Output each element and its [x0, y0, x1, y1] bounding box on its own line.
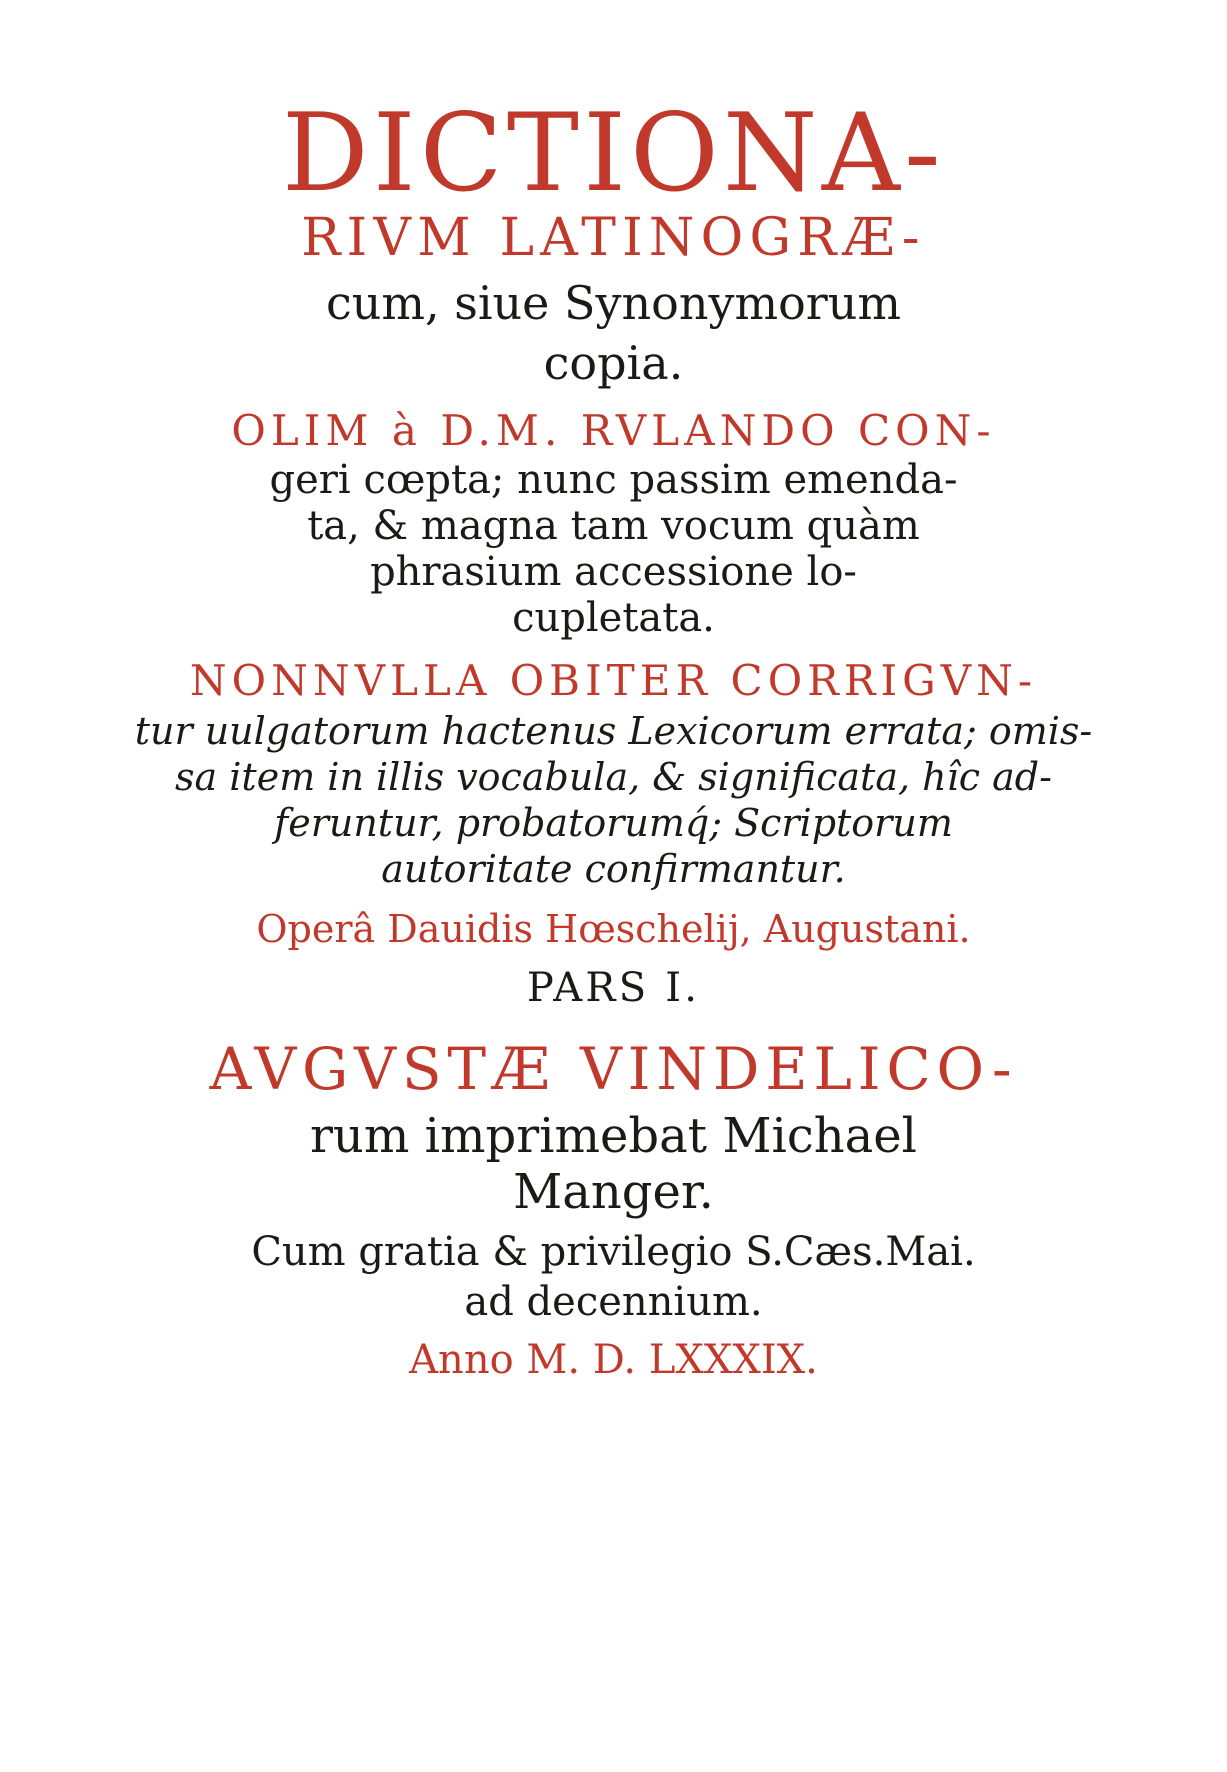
corrections-line-2: sa item in illis vocabula, & significata, hîc ad-	[175, 755, 1052, 799]
editor-line: Operâ Dauidis Hœschelij, Augustani.	[256, 907, 971, 951]
printer-line-1: rum imprimebat Michael	[309, 1108, 917, 1164]
corrections-heading: NONNVLLA OBITER CORRIGVN-	[189, 656, 1038, 705]
printer-line-2: Manger.	[513, 1164, 714, 1220]
subtitle-line-1: cum, siue Synonymorum	[325, 276, 902, 330]
part-label: PARS I.	[526, 965, 701, 1011]
place-line: AVGVSTÆ VINDELICO-	[209, 1035, 1018, 1103]
year-line: Anno M. D. LXXXIX.	[409, 1337, 818, 1383]
corrections-line-3: feruntur, probatorumq́; Scriptorum	[274, 801, 953, 845]
main-title-line-1: DICTIONA-	[282, 91, 945, 216]
privilege-line-2: ad decennium.	[464, 1279, 763, 1325]
corrections-line-4: autoritate confirmantur.	[381, 847, 846, 891]
corrections-line-1: tur uulgatorum hactenus Lexicorum errata; omis-	[134, 709, 1093, 753]
description-line-1: geri cœpta; nunc passim emenda-	[269, 457, 958, 503]
subtitle-line-2: copia.	[543, 336, 684, 390]
main-title-line-2: RIVM LATINOGRÆ-	[301, 208, 926, 268]
privilege-line-1: Cum gratia & privilegio S.Cæs.Mai.	[251, 1229, 976, 1275]
description-line-2: ta, & magna tam vocum quàm	[307, 503, 920, 549]
author-line: OLIM à D.M. RVLANDO CON-	[231, 406, 996, 455]
description-line-3: phrasium accessione lo-	[370, 549, 857, 595]
description-line-4: cupletata.	[512, 595, 715, 641]
